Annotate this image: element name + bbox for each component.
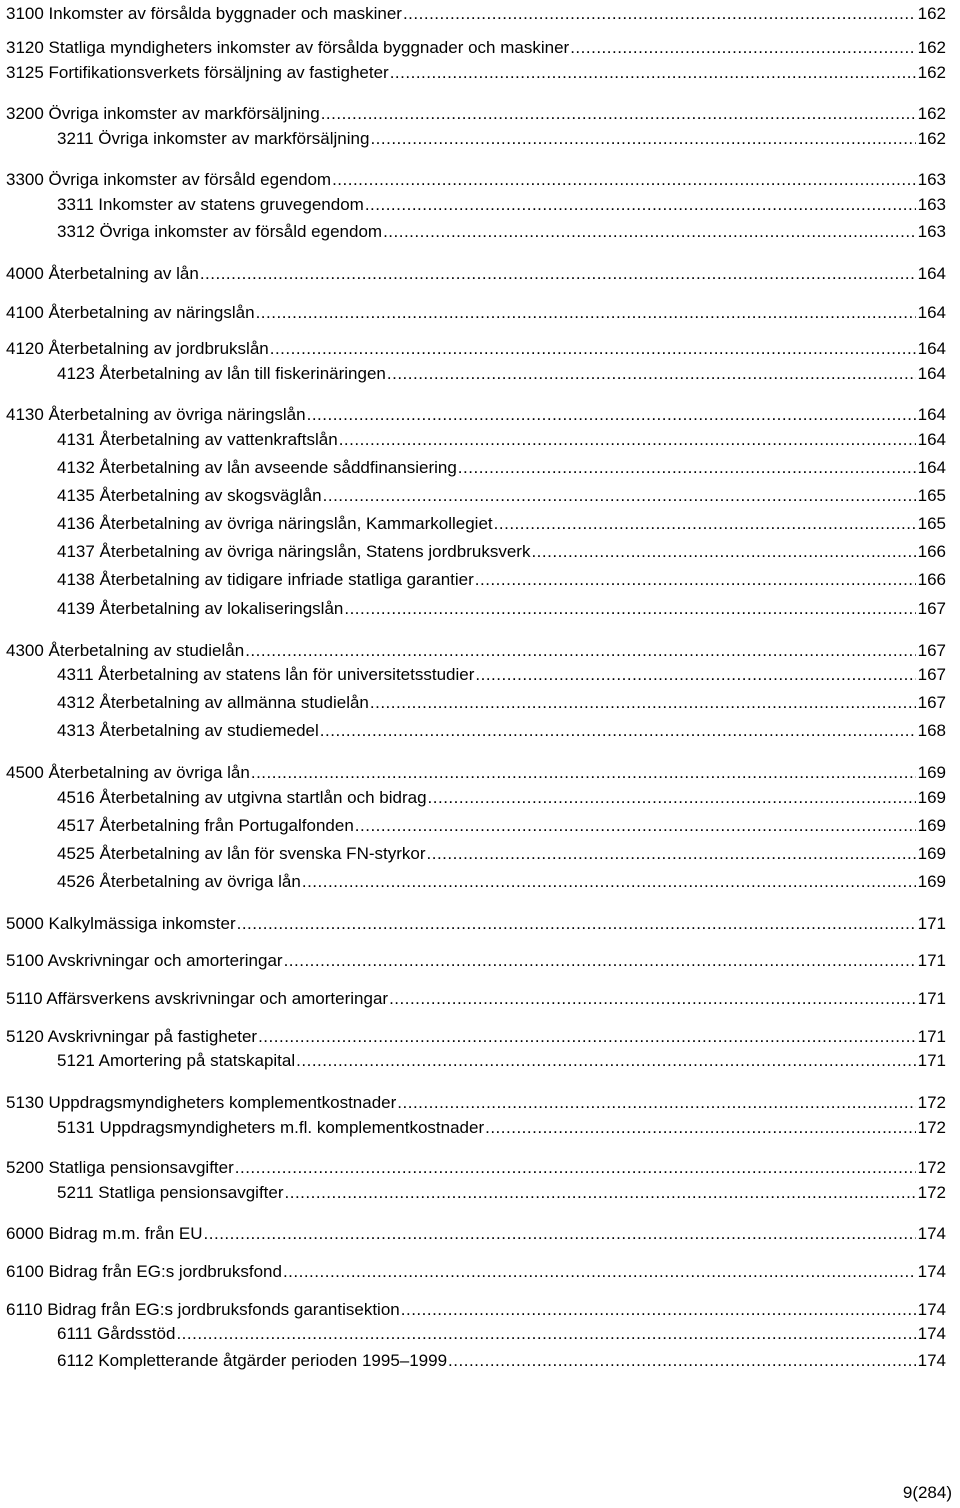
toc-entry-title: 6000 Bidrag m.m. från EU (6, 1224, 203, 1243)
toc-entry-title: 3125 Fortifikationsverkets försäljning av fastigheter (6, 63, 389, 82)
toc-dot-leader (401, 1298, 916, 1322)
toc-entry-title: 5131 Uppdragsmyndigheters m.fl. komplementkostnader (57, 1118, 485, 1137)
toc-entry-title: 4000 Återbetalning av lån (6, 264, 199, 283)
toc-entry-title: 4130 Återbetalning av övriga näringslån (6, 405, 306, 424)
toc-entry-page: 162 (917, 4, 946, 23)
toc-entry-page: 167 (917, 693, 946, 712)
toc-entry[interactable] (57, 814, 946, 838)
toc-entry[interactable] (6, 1260, 946, 1284)
toc-entry-title: 4137 Återbetalning av övriga näringslån, Statens jordbruksverk (57, 542, 531, 561)
toc-entry-page: 169 (917, 844, 946, 863)
toc-dot-leader (485, 1116, 916, 1140)
toc-entry-page: 164 (917, 364, 946, 383)
toc-entry-page: 168 (917, 721, 946, 740)
toc-entry-title: 6110 Bidrag från EG:s jordbruksfonds garantisektion (6, 1300, 400, 1319)
toc-entry[interactable] (57, 1049, 946, 1073)
toc-entry[interactable] (6, 102, 946, 126)
toc-entry-title: 4138 Återbetalning av tidigare infriade statliga garantier (57, 570, 474, 589)
toc-entry-title: 4312 Återbetalning av allmänna studielån (57, 693, 369, 712)
toc-dot-leader (296, 1049, 915, 1073)
toc-entry-title: 4136 Återbetalning av övriga näringslån, Kammarkollegiet (57, 514, 493, 533)
toc-entry[interactable] (57, 220, 946, 244)
toc-dot-leader (428, 786, 916, 810)
toc-entry-page: 172 (917, 1093, 946, 1112)
toc-dot-leader (390, 61, 916, 85)
toc-entry-page: 174 (917, 1300, 946, 1319)
toc-entry[interactable] (57, 1116, 946, 1140)
toc-entry[interactable] (6, 1156, 946, 1180)
toc-dot-leader (204, 1222, 916, 1246)
toc-entry[interactable] (6, 1025, 946, 1049)
toc-dot-leader (397, 1091, 915, 1115)
toc-dot-leader (339, 428, 916, 452)
toc-entry-page: 171 (917, 989, 946, 1008)
toc-entry[interactable] (57, 691, 946, 715)
toc-entry-title: 5211 Statliga pensionsavgifter (57, 1183, 284, 1202)
toc-dot-leader (176, 1322, 915, 1346)
toc-entry[interactable] (57, 719, 946, 743)
toc-dot-leader (235, 1156, 916, 1180)
toc-entry[interactable] (57, 540, 946, 564)
toc-entry-title: 3100 Inkomster av försålda byggnader och maskiner (6, 4, 402, 23)
toc-entry-title: 5121 Amortering på statskapital (57, 1051, 296, 1070)
toc-entry-title: 4311 Återbetalning av statens lån för universitetsstudier (57, 665, 475, 684)
toc-entry-title: 5120 Avskrivningar på fastigheter (6, 1027, 258, 1046)
toc-entry-page: 167 (917, 665, 946, 684)
toc-entry-title: 3311 Inkomster av statens gruvegendom (57, 195, 364, 214)
toc-entry-title: 3312 Övriga inkomster av försåld egendom (57, 222, 383, 241)
toc-entry-page: 174 (917, 1262, 946, 1281)
toc-entry-page: 167 (917, 641, 946, 660)
toc-entry-page: 162 (917, 38, 946, 57)
toc-dot-leader (475, 663, 915, 687)
toc-dot-leader (323, 484, 916, 508)
toc-entry[interactable] (6, 639, 946, 663)
toc-entry-title: 4123 Återbetalning av lån till fiskerinäringen (57, 364, 386, 383)
toc-entry-title: 3200 Övriga inkomster av markförsäljning (6, 104, 320, 123)
toc-entry-title: 3120 Statliga myndigheters inkomster av försålda byggnader och maskiner (6, 38, 570, 57)
toc-entry-page: 169 (917, 788, 946, 807)
toc-entry-page: 163 (917, 170, 946, 189)
toc-entry[interactable] (6, 912, 946, 936)
toc-dot-leader (458, 456, 916, 480)
toc-entry[interactable] (6, 168, 946, 192)
toc-entry[interactable] (6, 987, 946, 1011)
toc-dot-leader (320, 719, 916, 743)
toc-dot-leader (332, 168, 916, 192)
toc-entry[interactable] (6, 1222, 946, 1246)
toc-entry[interactable] (6, 2, 946, 26)
toc-dot-leader (475, 568, 916, 592)
toc-entry-title: 4525 Återbetalning av lån för svenska FN-styrkor (57, 844, 426, 863)
toc-dot-leader (370, 691, 916, 715)
toc-entry-page: 169 (917, 872, 946, 891)
toc-dot-leader (285, 1181, 916, 1205)
toc-dot-leader (370, 127, 915, 151)
toc-dot-leader (307, 403, 916, 427)
toc-entry[interactable] (6, 403, 946, 427)
toc-entry[interactable] (57, 362, 946, 386)
toc-entry[interactable] (6, 36, 946, 60)
toc-entry-title: 4526 Återbetalning av övriga lån (57, 872, 301, 891)
toc-entry[interactable] (57, 1349, 946, 1373)
toc-entry-page: 174 (917, 1351, 946, 1370)
toc-entry-page: 164 (917, 303, 946, 322)
toc-entry[interactable] (57, 663, 946, 687)
toc-entry[interactable] (57, 786, 946, 810)
toc-entry-title: 3300 Övriga inkomster av försåld egendom (6, 170, 332, 189)
toc-entry-page: 162 (917, 104, 946, 123)
toc-entry-page: 162 (917, 63, 946, 82)
toc-entry-page: 164 (917, 264, 946, 283)
toc-entry[interactable] (57, 1322, 946, 1346)
toc-entry-title: 4516 Återbetalning av utgivna startlån och bidrag (57, 788, 427, 807)
toc-entry-title: 4120 Återbetalning av jordbrukslån (6, 339, 269, 358)
toc-entry-title: 5000 Kalkylmässiga inkomster (6, 914, 236, 933)
toc-entry-page: 162 (917, 129, 946, 148)
toc-entry[interactable] (57, 842, 946, 866)
toc-entry-title: 4500 Återbetalning av övriga lån (6, 763, 250, 782)
toc-entry-page: 163 (917, 222, 946, 241)
toc-dot-leader (448, 1349, 916, 1373)
toc-entry-title: 4139 Återbetalning av lokaliseringslån (57, 599, 344, 618)
toc-dot-leader (302, 870, 916, 894)
toc-entry-page: 163 (917, 195, 946, 214)
toc-entry-page: 166 (917, 542, 946, 561)
toc-entry-title: 6112 Kompletterande åtgärder perioden 1995–1999 (57, 1351, 448, 1370)
toc-dot-leader (321, 102, 916, 126)
toc-entry-page: 164 (917, 339, 946, 358)
toc-entry[interactable] (57, 512, 946, 536)
toc-entry[interactable] (57, 428, 946, 452)
toc-entry[interactable] (6, 61, 946, 85)
toc-entry-page: 164 (917, 458, 946, 477)
page-number: 9(284) (902, 1483, 952, 1502)
toc-dot-leader (245, 639, 915, 663)
toc-entry-page: 165 (917, 514, 946, 533)
toc-entry[interactable] (6, 301, 946, 325)
toc-dot-leader (531, 540, 915, 564)
toc-entry-title: 5100 Avskrivningar och amorteringar (6, 951, 283, 970)
toc-entry[interactable] (57, 193, 946, 217)
toc-entry-page: 169 (917, 763, 946, 782)
toc-entry[interactable] (6, 262, 946, 286)
toc-entry-title: 4135 Återbetalning av skogsväglån (57, 486, 322, 505)
toc-entry-title: 6100 Bidrag från EG:s jordbruksfond (6, 1262, 282, 1281)
toc-dot-leader (570, 36, 915, 60)
toc-dot-leader (284, 949, 916, 973)
toc-entry[interactable] (6, 337, 946, 361)
toc-entry-page: 166 (917, 570, 946, 589)
toc-dot-leader (427, 842, 916, 866)
toc-entry[interactable] (57, 1181, 946, 1205)
toc-entry[interactable] (57, 127, 946, 151)
toc-dot-leader (258, 1025, 916, 1049)
toc-dot-leader (494, 512, 916, 536)
toc-entry-title: 4300 Återbetalning av studielån (6, 641, 245, 660)
toc-dot-leader (256, 301, 916, 325)
toc-entry-page: 171 (917, 1027, 946, 1046)
toc-entry-page: 165 (917, 486, 946, 505)
toc-entry[interactable] (57, 597, 946, 621)
toc-dot-leader (383, 220, 916, 244)
toc-entry-title: 5130 Uppdragsmyndigheters komplementkostnader (6, 1093, 397, 1112)
toc-entry-title: 3211 Övriga inkomster av markförsäljning (57, 129, 370, 148)
toc-entry-title: 5200 Statliga pensionsavgifter (6, 1158, 234, 1177)
toc-entry[interactable] (57, 870, 946, 894)
toc-dot-leader (283, 1260, 916, 1284)
toc-entry-title: 6111 Gårdsstöd (57, 1324, 176, 1343)
toc-entry[interactable] (57, 568, 946, 592)
toc-entry-page: 172 (917, 1183, 946, 1202)
toc-entry[interactable] (6, 949, 946, 973)
toc-entry-title: 4313 Återbetalning av studiemedel (57, 721, 319, 740)
toc-dot-leader (355, 814, 916, 838)
toc-entry-page: 171 (917, 1051, 946, 1070)
toc-dot-leader (403, 2, 916, 26)
toc-entry-page: 172 (917, 1118, 946, 1137)
toc-entry-title: 5110 Affärsverkens avskrivningar och amorteringar (6, 989, 389, 1008)
toc-entry-page: 174 (917, 1324, 946, 1343)
toc-dot-leader (237, 912, 916, 936)
toc-entry-page: 164 (917, 430, 946, 449)
toc-entry-title: 4100 Återbetalning av näringslån (6, 303, 255, 322)
toc-entry-page: 172 (917, 1158, 946, 1177)
toc-dot-leader (387, 362, 916, 386)
toc-entry-page: 164 (917, 405, 946, 424)
toc-entry[interactable] (6, 761, 946, 785)
toc-entry-page: 174 (917, 1224, 946, 1243)
toc-entry-page: 169 (917, 816, 946, 835)
toc-entry-page: 171 (917, 914, 946, 933)
toc-entry-title: 4131 Återbetalning av vattenkraftslån (57, 430, 338, 449)
toc-entry[interactable] (6, 1091, 946, 1115)
toc-entry[interactable] (57, 456, 946, 480)
toc-entry-page: 171 (917, 951, 946, 970)
toc-dot-leader (365, 193, 916, 217)
toc-dot-leader (344, 597, 915, 621)
toc-entry-title: 4132 Återbetalning av lån avseende såddfinansiering (57, 458, 457, 477)
toc-dot-leader (251, 761, 916, 785)
toc-dot-leader (389, 987, 916, 1011)
toc-entry[interactable] (57, 484, 946, 508)
toc-entry-title: 4517 Återbetalning från Portugalfonden (57, 816, 354, 835)
toc-entry[interactable] (6, 1298, 946, 1322)
toc-entry-page: 167 (917, 599, 946, 618)
toc-dot-leader (270, 337, 916, 361)
toc-dot-leader (200, 262, 916, 286)
